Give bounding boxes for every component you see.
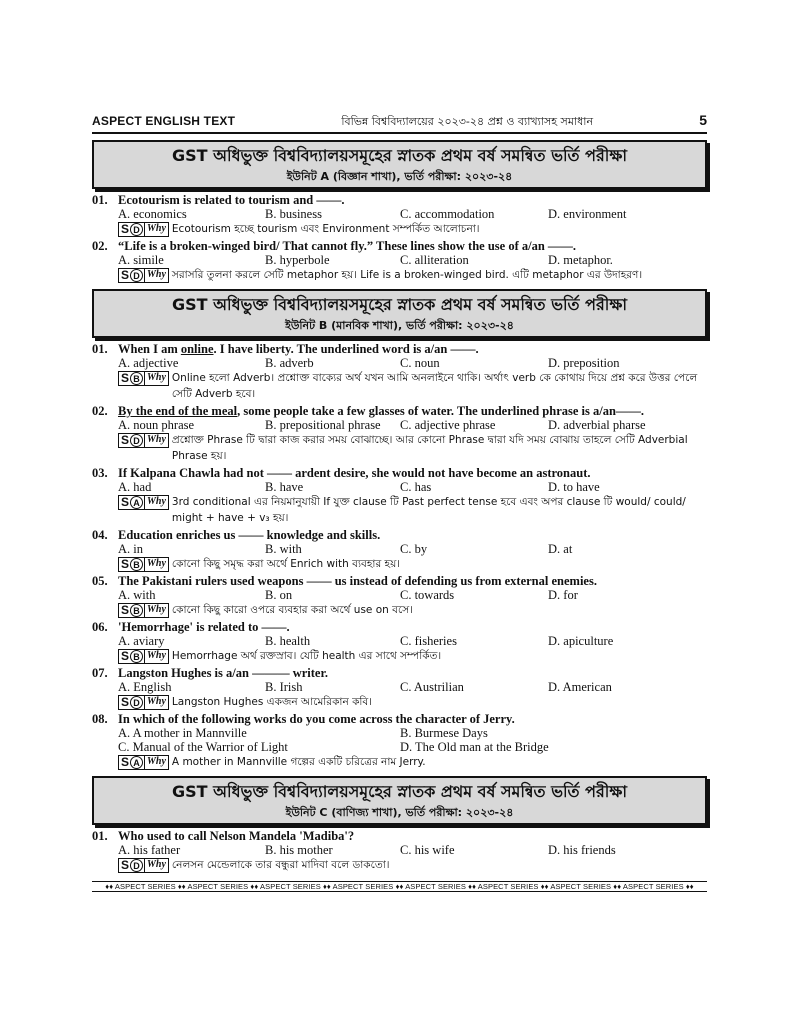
option-d: D. environment [548, 207, 627, 221]
explanation-text: নেলসন মেন্ডেলাকে তার বন্ধুরা মাদিবা বলে ডাকতো। [171, 859, 390, 871]
question-number: 03. [92, 466, 108, 480]
answer-badge: S D Why [118, 433, 169, 448]
option-a: A. English [118, 680, 172, 694]
answer-badge: S D Why [118, 268, 169, 283]
explanation [92, 267, 707, 283]
answer-letter: D [130, 434, 143, 447]
option-c: C. accommodation [400, 207, 495, 221]
answer-badge: S B Why [118, 557, 169, 572]
option-d: D. preposition [548, 356, 620, 370]
explanation-text: Hemorrhage অর্থ রক্তস্রাব। যেটি health এর সাথে সম্পর্কিত। [171, 650, 442, 662]
option-c: C. noun [400, 356, 440, 370]
option-b: B. on [265, 588, 293, 602]
explanation-text: Langston Hughes একজন আমেরিকান কবি। [171, 696, 373, 708]
answer-badge: S D Why [118, 858, 169, 873]
option-c: C. his wife [400, 843, 455, 857]
section-subtitle: ইউনিট B (মানবিক শাখা), ভর্তি পরীক্ষা: ২০২৩-২৪ [285, 319, 514, 332]
explanation-text: কোনো কিছু সমৃদ্ধ করা অর্থে Enrich with ব্যবহার হয়। [171, 558, 401, 570]
answer-badge: S B Why [118, 649, 169, 664]
question-b-05 [92, 574, 707, 618]
section-banner-c [92, 776, 707, 825]
options [92, 726, 707, 754]
options [92, 680, 707, 694]
option-b: B. business [265, 207, 322, 221]
question-a-01 [92, 193, 707, 237]
question-number: 06. [92, 620, 108, 634]
option-a: A. his father [118, 843, 181, 857]
question-number: 04. [92, 528, 108, 542]
question-text: Education enriches us —— knowledge and skills. [118, 528, 381, 542]
explanation [92, 494, 707, 526]
options [92, 588, 707, 602]
option-b: B. prepositional phrase [265, 418, 381, 432]
option-a: A. in [118, 542, 143, 556]
document-page [92, 112, 707, 892]
option-a: A. noun phrase [118, 418, 195, 432]
question-b-06 [92, 620, 707, 664]
section-title: GST অধিভুক্ত বিশ্ববিদ্যালয়সমূহের স্নাতক প্রথম বর্ষ সমন্বিত ভর্তি পরীক্ষা [172, 782, 627, 801]
option-d: D. his friends [548, 843, 616, 857]
option-a: A. had [118, 480, 152, 494]
option-d: D. apiculture [548, 634, 614, 648]
options [92, 542, 707, 556]
option-d: D. at [548, 542, 573, 556]
answer-letter: D [130, 223, 143, 236]
answer-letter: D [130, 269, 143, 282]
question-b-01 [92, 342, 707, 402]
option-c: C. towards [400, 588, 455, 602]
options [92, 634, 707, 648]
option-d: D. metaphor. [548, 253, 613, 267]
option-d: D. for [548, 588, 578, 602]
option-a: A. A mother in Mannville [118, 726, 247, 740]
explanation-text: Ecotourism হচ্ছে tourism এবং Environment সম্পর্কিত আলোচনা। [171, 223, 480, 235]
question-text: By the end of the meal, some people take a few glasses of water. The underlined phrase is a/an——. [118, 404, 645, 418]
answer-letter: A [130, 756, 143, 769]
options [92, 843, 707, 857]
option-b: B. health [265, 634, 311, 648]
explanation [92, 857, 707, 873]
options [92, 418, 707, 432]
answer-letter: B [130, 650, 143, 663]
option-c: C. Austrilian [400, 680, 464, 694]
question-number: 05. [92, 574, 108, 588]
question-b-07 [92, 666, 707, 710]
option-d: D. to have [548, 480, 600, 494]
section-banner-a [92, 140, 707, 189]
option-a: A. adjective [118, 356, 179, 370]
question-number: 02. [92, 239, 108, 253]
option-c: C. fisheries [400, 634, 457, 648]
question-text: Who used to call Nelson Mandela 'Madiba'? [118, 829, 355, 843]
explanation-text: প্রশ্নোক্ত Phrase টি দ্বারা কাজ করার সময় বোঝাচ্ছে। আর কোনো Phrase দ্বারা যদি সময় বোঝায় তাহলে সেটি Adverbial Phrase হয়। [171, 434, 688, 462]
answer-letter: D [130, 696, 143, 709]
option-a: A. with [118, 588, 156, 602]
option-c: C. Manual of the Warrior of Light [118, 740, 288, 754]
explanation [92, 648, 707, 664]
question-b-08 [92, 712, 707, 770]
section-subtitle: ইউনিট A (বিজ্ঞান শাখা), ভর্তি পরীক্ষা: ২০২৩-২৪ [286, 170, 513, 183]
page-number: 5 [699, 112, 707, 128]
option-b: B. his mother [265, 843, 333, 857]
page-header [92, 112, 707, 134]
explanation-text: সরাসরি তুলনা করলে সেটি metaphor হয়। Life is a broken-winged bird. এটি metaphor এর উদাহরণ। [171, 269, 643, 281]
option-b: B. Irish [265, 680, 303, 694]
options [92, 480, 707, 494]
question-text: 'Hemorrhage' is related to ——. [118, 620, 290, 634]
underlined-phrase: By the end of the meal [118, 404, 238, 418]
option-c: C. adjective phrase [400, 418, 496, 432]
option-c: C. has [400, 480, 432, 494]
explanation-text: কোনো কিছু কারো ওপরে ব্যবহার করা অর্থে use on বসে। [171, 604, 413, 616]
question-number: 01. [92, 829, 108, 843]
answer-badge: S A Why [118, 755, 169, 770]
question-text: Ecotourism is related to tourism and ——. [118, 193, 345, 207]
option-b: B. Burmese Days [400, 726, 488, 740]
section-title: GST অধিভুক্ত বিশ্ববিদ্যালয়সমূহের স্নাতক প্রথম বর্ষ সমন্বিত ভর্তি পরীক্ষা [172, 295, 627, 314]
explanation-text: Online হলো Adverb। প্রশ্নোক্ত বাক্যের অর্থ যখন আমি অনলাইনে থাকি। অর্থাৎ verb কে কোথায় দিয়ে প্রশ্ন করে উত্তর পেলে সেটি Adverb হবে। [171, 372, 698, 400]
question-text: When I am online. I have liberty. The underlined word is a/an ——. [118, 342, 479, 356]
option-d: D. adverbial pharse [548, 418, 646, 432]
question-b-04 [92, 528, 707, 572]
explanation [92, 221, 707, 237]
answer-letter: D [130, 859, 143, 872]
question-text: The Pakistani rulers used weapons —— us instead of defending us from external enemies. [118, 574, 597, 588]
section-title: GST অধিভুক্ত বিশ্ববিদ্যালয়সমূহের স্নাতক প্রথম বর্ষ সমন্বিত ভর্তি পরীক্ষা [172, 146, 627, 165]
explanation [92, 754, 707, 770]
answer-badge: S B Why [118, 371, 169, 386]
section-banner-b [92, 289, 707, 338]
explanation [92, 370, 707, 402]
option-a: A. simile [118, 253, 164, 267]
question-text: “Life is a broken-winged bird/ That cannot fly.” These lines show the use of a/an ——. [118, 239, 577, 253]
answer-badge: S D Why [118, 222, 169, 237]
question-b-02 [92, 404, 707, 464]
series-title: ASPECT ENGLISH TEXT [92, 114, 236, 128]
options [92, 207, 707, 221]
option-a: A. aviary [118, 634, 165, 648]
explanation [92, 556, 707, 572]
option-d: D. American [548, 680, 612, 694]
header-caption: বিভিন্ন বিশ্ববিদ্যালয়ের ২০২৩-২৪ প্রশ্ন ও ব্যাখ্যাসহ সমাধান [341, 115, 594, 128]
question-number: 01. [92, 193, 108, 207]
options [92, 253, 707, 267]
explanation [92, 432, 707, 464]
explanation-text: A mother in Mannville গল্পের একটি চরিত্রের নাম Jerry. [171, 756, 426, 768]
question-text: In which of the following works do you come across the character of Jerry. [118, 712, 515, 726]
explanation-text: 3rd conditional এর নিয়মানুযায়ী If যুক্ত clause টি Past perfect tense হবে এবং অপর clause টি would/ could/ might + have + v₃ হয়। [171, 496, 686, 524]
explanation [92, 694, 707, 710]
question-c-01 [92, 829, 707, 873]
options [92, 356, 707, 370]
option-b: B. have [265, 480, 304, 494]
explanation [92, 602, 707, 618]
page-footer: ♦♦ ASPECT SERIES ♦♦ ASPECT SERIES ♦♦ ASPECT SERIES ♦♦ ASPECT SERIES ♦♦ ASPECT SERIES ♦♦ ASPECT SERIES ♦♦ ASPECT SERIES ♦♦ ASPECT SERIES ♦♦ [92, 881, 707, 892]
option-a: A. economics [118, 207, 187, 221]
question-b-03 [92, 466, 707, 526]
question-text: Langston Hughes is a/an ——— writer. [118, 666, 328, 680]
option-c: C. alliteration [400, 253, 469, 267]
question-number: 02. [92, 404, 108, 418]
question-number: 08. [92, 712, 108, 726]
underlined-word: online [180, 342, 214, 356]
option-c: C. by [400, 542, 428, 556]
question-text: If Kalpana Chawla had not —— ardent desire, she would not have become an astronaut. [118, 466, 591, 480]
question-number: 01. [92, 342, 108, 356]
answer-badge: S D Why [118, 695, 169, 710]
answer-letter: B [130, 558, 143, 571]
question-number: 07. [92, 666, 108, 680]
option-b: B. hyperbole [265, 253, 330, 267]
answer-letter: B [130, 372, 143, 385]
section-subtitle: ইউনিট C (বাণিজ্য শাখা), ভর্তি পরীক্ষা: ২০২৩-২৪ [285, 806, 514, 819]
answer-letter: A [130, 496, 143, 509]
option-b: B. adverb [265, 356, 314, 370]
answer-badge: S A Why [118, 495, 169, 510]
question-a-02 [92, 239, 707, 283]
option-d: D. The Old man at the Bridge [400, 740, 549, 754]
option-b: B. with [265, 542, 302, 556]
answer-letter: B [130, 604, 143, 617]
answer-badge: S B Why [118, 603, 169, 618]
